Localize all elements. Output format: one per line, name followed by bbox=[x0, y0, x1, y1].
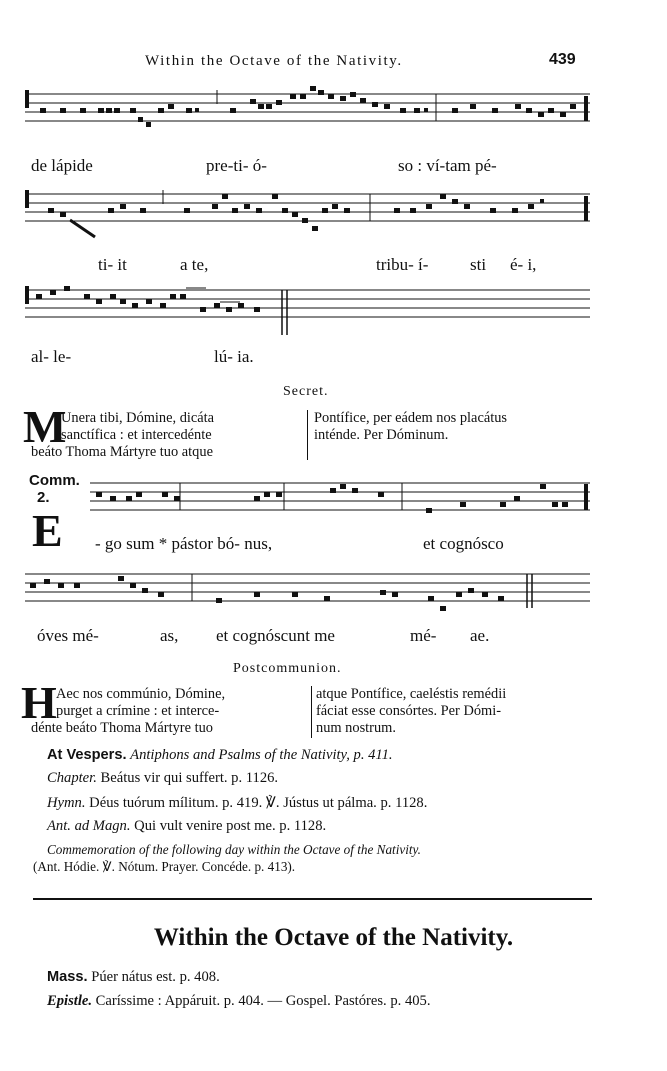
prayer-line: Pontífice, per eádem nos placátus bbox=[314, 410, 508, 426]
lyric-syllable: lú- ia. bbox=[214, 347, 254, 366]
commemoration-text: Commemoration of the following day within the Octave of the Nativity. bbox=[47, 842, 421, 857]
epistle-line bbox=[47, 993, 430, 1010]
secret-left-column bbox=[31, 410, 214, 461]
column-divider bbox=[307, 410, 308, 460]
lyric-syllable: as, bbox=[160, 626, 179, 645]
lyric-syllable: ti- it bbox=[98, 255, 127, 274]
column-divider bbox=[311, 686, 312, 738]
lyric-syllable: a te, bbox=[180, 255, 209, 274]
chant-staff-3 bbox=[0, 280, 667, 340]
lyric-syllable: sti bbox=[470, 255, 487, 274]
postcommunion-right-column bbox=[316, 686, 506, 737]
lyric-syllable: - go sum * pástor bó- nus, bbox=[95, 534, 273, 553]
prayer-line: beáto Thoma Mártyre tuo atque bbox=[31, 444, 213, 460]
magnificat-label: Ant. ad Magn. bbox=[47, 818, 131, 834]
mass-label: Mass. bbox=[47, 969, 88, 985]
drop-cap-e: E bbox=[32, 505, 63, 556]
hymn-line bbox=[47, 794, 427, 812]
lyric-syllable: tribu- í- bbox=[376, 255, 429, 274]
section-title: Within the Octave of the Nativity. bbox=[153, 924, 514, 951]
chapter-label: Chapter. bbox=[47, 770, 97, 786]
vespers-text: Antiphons and Psalms of the Nativity, p. 411. bbox=[130, 747, 393, 763]
lyric-syllable: pre-ti- ó- bbox=[206, 156, 267, 175]
postcommunion-heading: Postcommunion. bbox=[233, 661, 342, 676]
lyric-syllable: et cognóscunt me bbox=[216, 626, 335, 645]
drop-cap-m: M bbox=[23, 401, 67, 452]
chant-staff-1 bbox=[0, 82, 667, 152]
communion-staff-1 bbox=[0, 478, 667, 538]
prayer-line: dénte beáto Thoma Mártyre tuo bbox=[31, 720, 213, 736]
lyric-syllable: mé- bbox=[410, 626, 437, 645]
mass-text: Púer nátus est. p. 408. bbox=[91, 969, 220, 985]
epistle-label: Epistle. bbox=[47, 993, 92, 1009]
magnificat-text: Qui vult venire post me. p. 1128. bbox=[134, 818, 327, 834]
running-title: Within the Octave of the Nativity. bbox=[145, 53, 403, 69]
hymn-text: Déus tuórum mílitum. p. 419. ℣. Jústus ut pálma. p. 1128. bbox=[89, 795, 428, 811]
lyric-syllable: et cognósco bbox=[423, 534, 504, 553]
secret-heading: Secret. bbox=[283, 384, 329, 399]
secret-right-column bbox=[314, 410, 507, 444]
communion-mode: 2. bbox=[37, 489, 50, 506]
mass-line bbox=[47, 969, 220, 986]
chapter-line bbox=[47, 770, 278, 787]
prayer-line: sanctífica : et intercedénte bbox=[61, 427, 212, 443]
lyric-syllable: de lápide bbox=[31, 156, 93, 175]
vespers-label: At Vespers. bbox=[47, 747, 127, 763]
commemoration-line bbox=[47, 842, 421, 858]
epistle-text: Caríssime : Appáruit. p. 404. — Gospel. Pastóres. p. 405. bbox=[95, 993, 431, 1009]
vespers-line bbox=[47, 747, 393, 764]
prayer-line: purget a crímine : et interce- bbox=[56, 703, 220, 719]
prayer-line: inténde. Per Dóminum. bbox=[314, 427, 449, 443]
postcommunion-left-column bbox=[31, 686, 225, 737]
lyric-syllable: al- le- bbox=[31, 347, 72, 366]
drop-cap-h: H bbox=[21, 677, 57, 728]
prayer-line: Unera tibi, Dómine, dicáta bbox=[61, 410, 215, 426]
section-divider bbox=[33, 898, 592, 900]
page-number: 439 bbox=[549, 51, 576, 68]
communion-label: Comm. bbox=[29, 472, 80, 489]
prayer-line: Aec nos commúnio, Dómine, bbox=[56, 686, 226, 702]
communion-staff-2 bbox=[0, 568, 667, 628]
lyric-syllable: so : ví-tam pé- bbox=[398, 156, 497, 175]
hymn-label: Hymn. bbox=[47, 795, 86, 811]
lyric-syllable: ae. bbox=[470, 626, 490, 645]
chant-staff-2 bbox=[0, 182, 667, 252]
commemoration-detail-text: (Ant. Hódie. ℣. Nótum. Prayer. Concéde. p. 413). bbox=[33, 859, 296, 874]
lyric-syllable: é- i, bbox=[510, 255, 537, 274]
prayer-line: fáciat esse consórtes. Per Dómi- bbox=[316, 703, 502, 719]
prayer-line: atque Pontífice, caeléstis remédii bbox=[316, 686, 507, 702]
commemoration-detail bbox=[33, 859, 295, 875]
magnificat-line bbox=[47, 818, 326, 835]
chapter-text: Beátus vir qui suffert. p. 1126. bbox=[100, 770, 279, 786]
prayer-line: num nostrum. bbox=[316, 720, 396, 736]
lyric-syllable: óves mé- bbox=[37, 626, 99, 645]
